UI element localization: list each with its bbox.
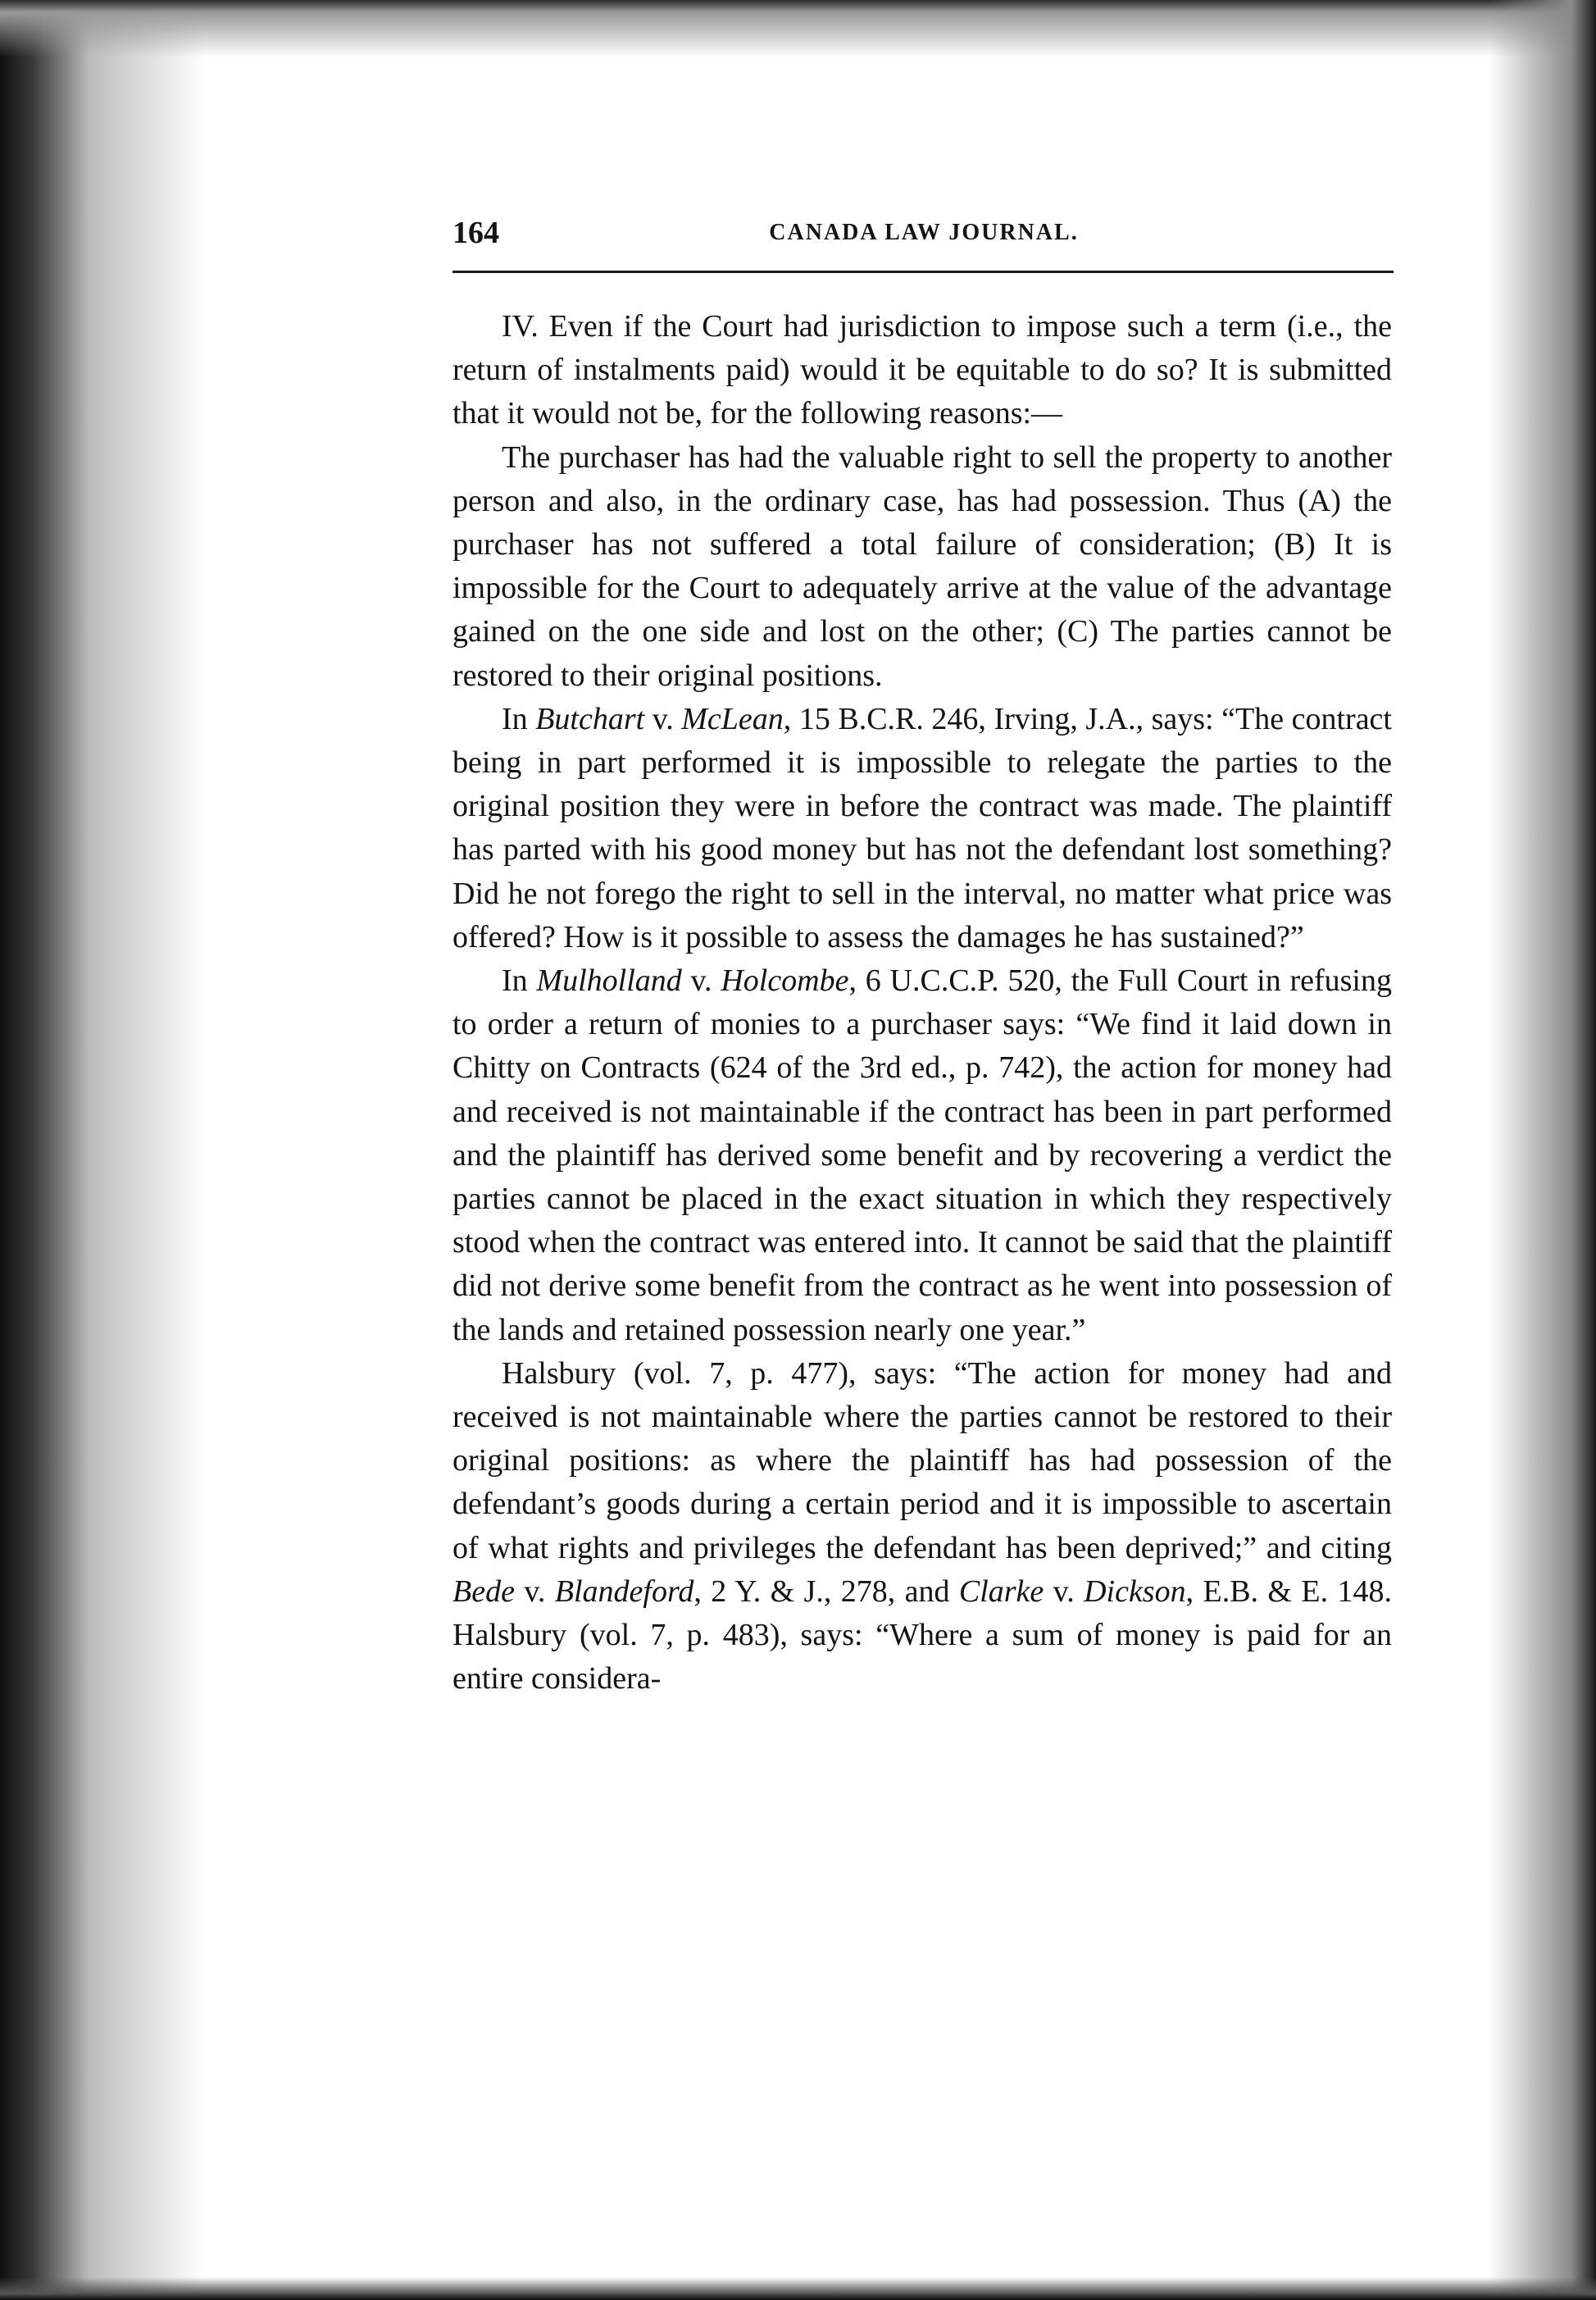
scan-shadow-top: [0, 0, 1596, 57]
text-run: Halsbury (vol. 7, p. 477), says: “The action for money had and received is not maintainable where the parties cannot be restored to their original positions: as where the plaintiff has had possession of the defendant’s goods during a certain period and it is impossible to ascertain of what rights and privileges the defendant has been deprived;” and citing: [452, 1355, 1392, 1565]
scan-shadow-right: [1489, 0, 1596, 2300]
text-run: In: [502, 701, 536, 736]
case-name: Bede: [452, 1574, 515, 1609]
case-name: Mulholland: [536, 963, 682, 999]
text-run: In: [502, 963, 537, 999]
page-header: [452, 215, 1395, 264]
case-name: Butchart: [535, 701, 645, 736]
text-run: v.: [644, 701, 682, 736]
text-run: , 6 U.C.C.P. 520, the Full Court in refusing to order a return of monies to a purchaser says: “We find it laid down in Chitty on Contracts (624 of the 3rd ed., p. 742), the action for money had and received is not maintainable if the contract has been in part performed and the plaintiff has derived some benefit and by recovering a verdict the parties cannot be placed in the exact situation in which they respectively stood when the contract was entered into. It cannot be said that the plaintiff did not derive some benefit from the contract as he went into possession of the lands and retained possession nearly one year.”: [452, 963, 1392, 1347]
paragraph-2: The purchaser has had the valuable right to sell the property to another person and also, in the ordinary case, has had possession. Thus (A) the purchaser has not suffered a total failure of consideration; (B) It is impossible for the Court to adequately arrive at the value of the advantage gained on the one side and lost on the other; (C) The parties cannot be restored to their original positions.: [452, 440, 1392, 693]
paragraph-1: IV. Even if the Court had jurisdiction to impose such a term (i.e., the return of instalments paid) would it be equitable to do so? It is submitted that it would not be, for the following reasons:—: [452, 309, 1392, 431]
header-rule: [452, 271, 1394, 273]
page-number: 164: [452, 216, 499, 250]
case-name: Holcombe: [721, 963, 849, 999]
text-run: v.: [681, 963, 721, 999]
text-run: v.: [514, 1574, 555, 1609]
case-name: McLean: [681, 701, 784, 736]
text-run: , 15 B.C.R. 246, Irving, J.A., says: “The contract being in part performed it is impossible to relegate the parties to the original position they were in before the contract was made. The plaintiff has parted with his good money but has not the defendant lost something? Did he not forego the right to sell in the interval, no matter what price was offered? How is it possible to assess the damages he has sustained?”: [452, 701, 1392, 954]
body-text: [452, 305, 1392, 1701]
text-run: , E.B. & E. 148. Halsbury (vol. 7, p. 483), says: “Where a sum of money is paid for an entire considera-: [452, 1574, 1392, 1697]
scan-shadow-left: [0, 0, 205, 2300]
running-head: CANADA LAW JOURNAL.: [769, 220, 1079, 245]
paragraph-5: [452, 1352, 1392, 1701]
paragraph-3: [452, 698, 1392, 959]
scan-shadow-bottom: [0, 2277, 1596, 2300]
case-name: Dickson: [1084, 1574, 1186, 1609]
paragraph-4: [452, 959, 1392, 1352]
case-name: Blandeford: [554, 1574, 694, 1609]
text-run: , 2 Y. & J., 278, and: [693, 1574, 959, 1609]
text-run: v.: [1044, 1574, 1084, 1609]
case-name: Clarke: [958, 1574, 1044, 1609]
